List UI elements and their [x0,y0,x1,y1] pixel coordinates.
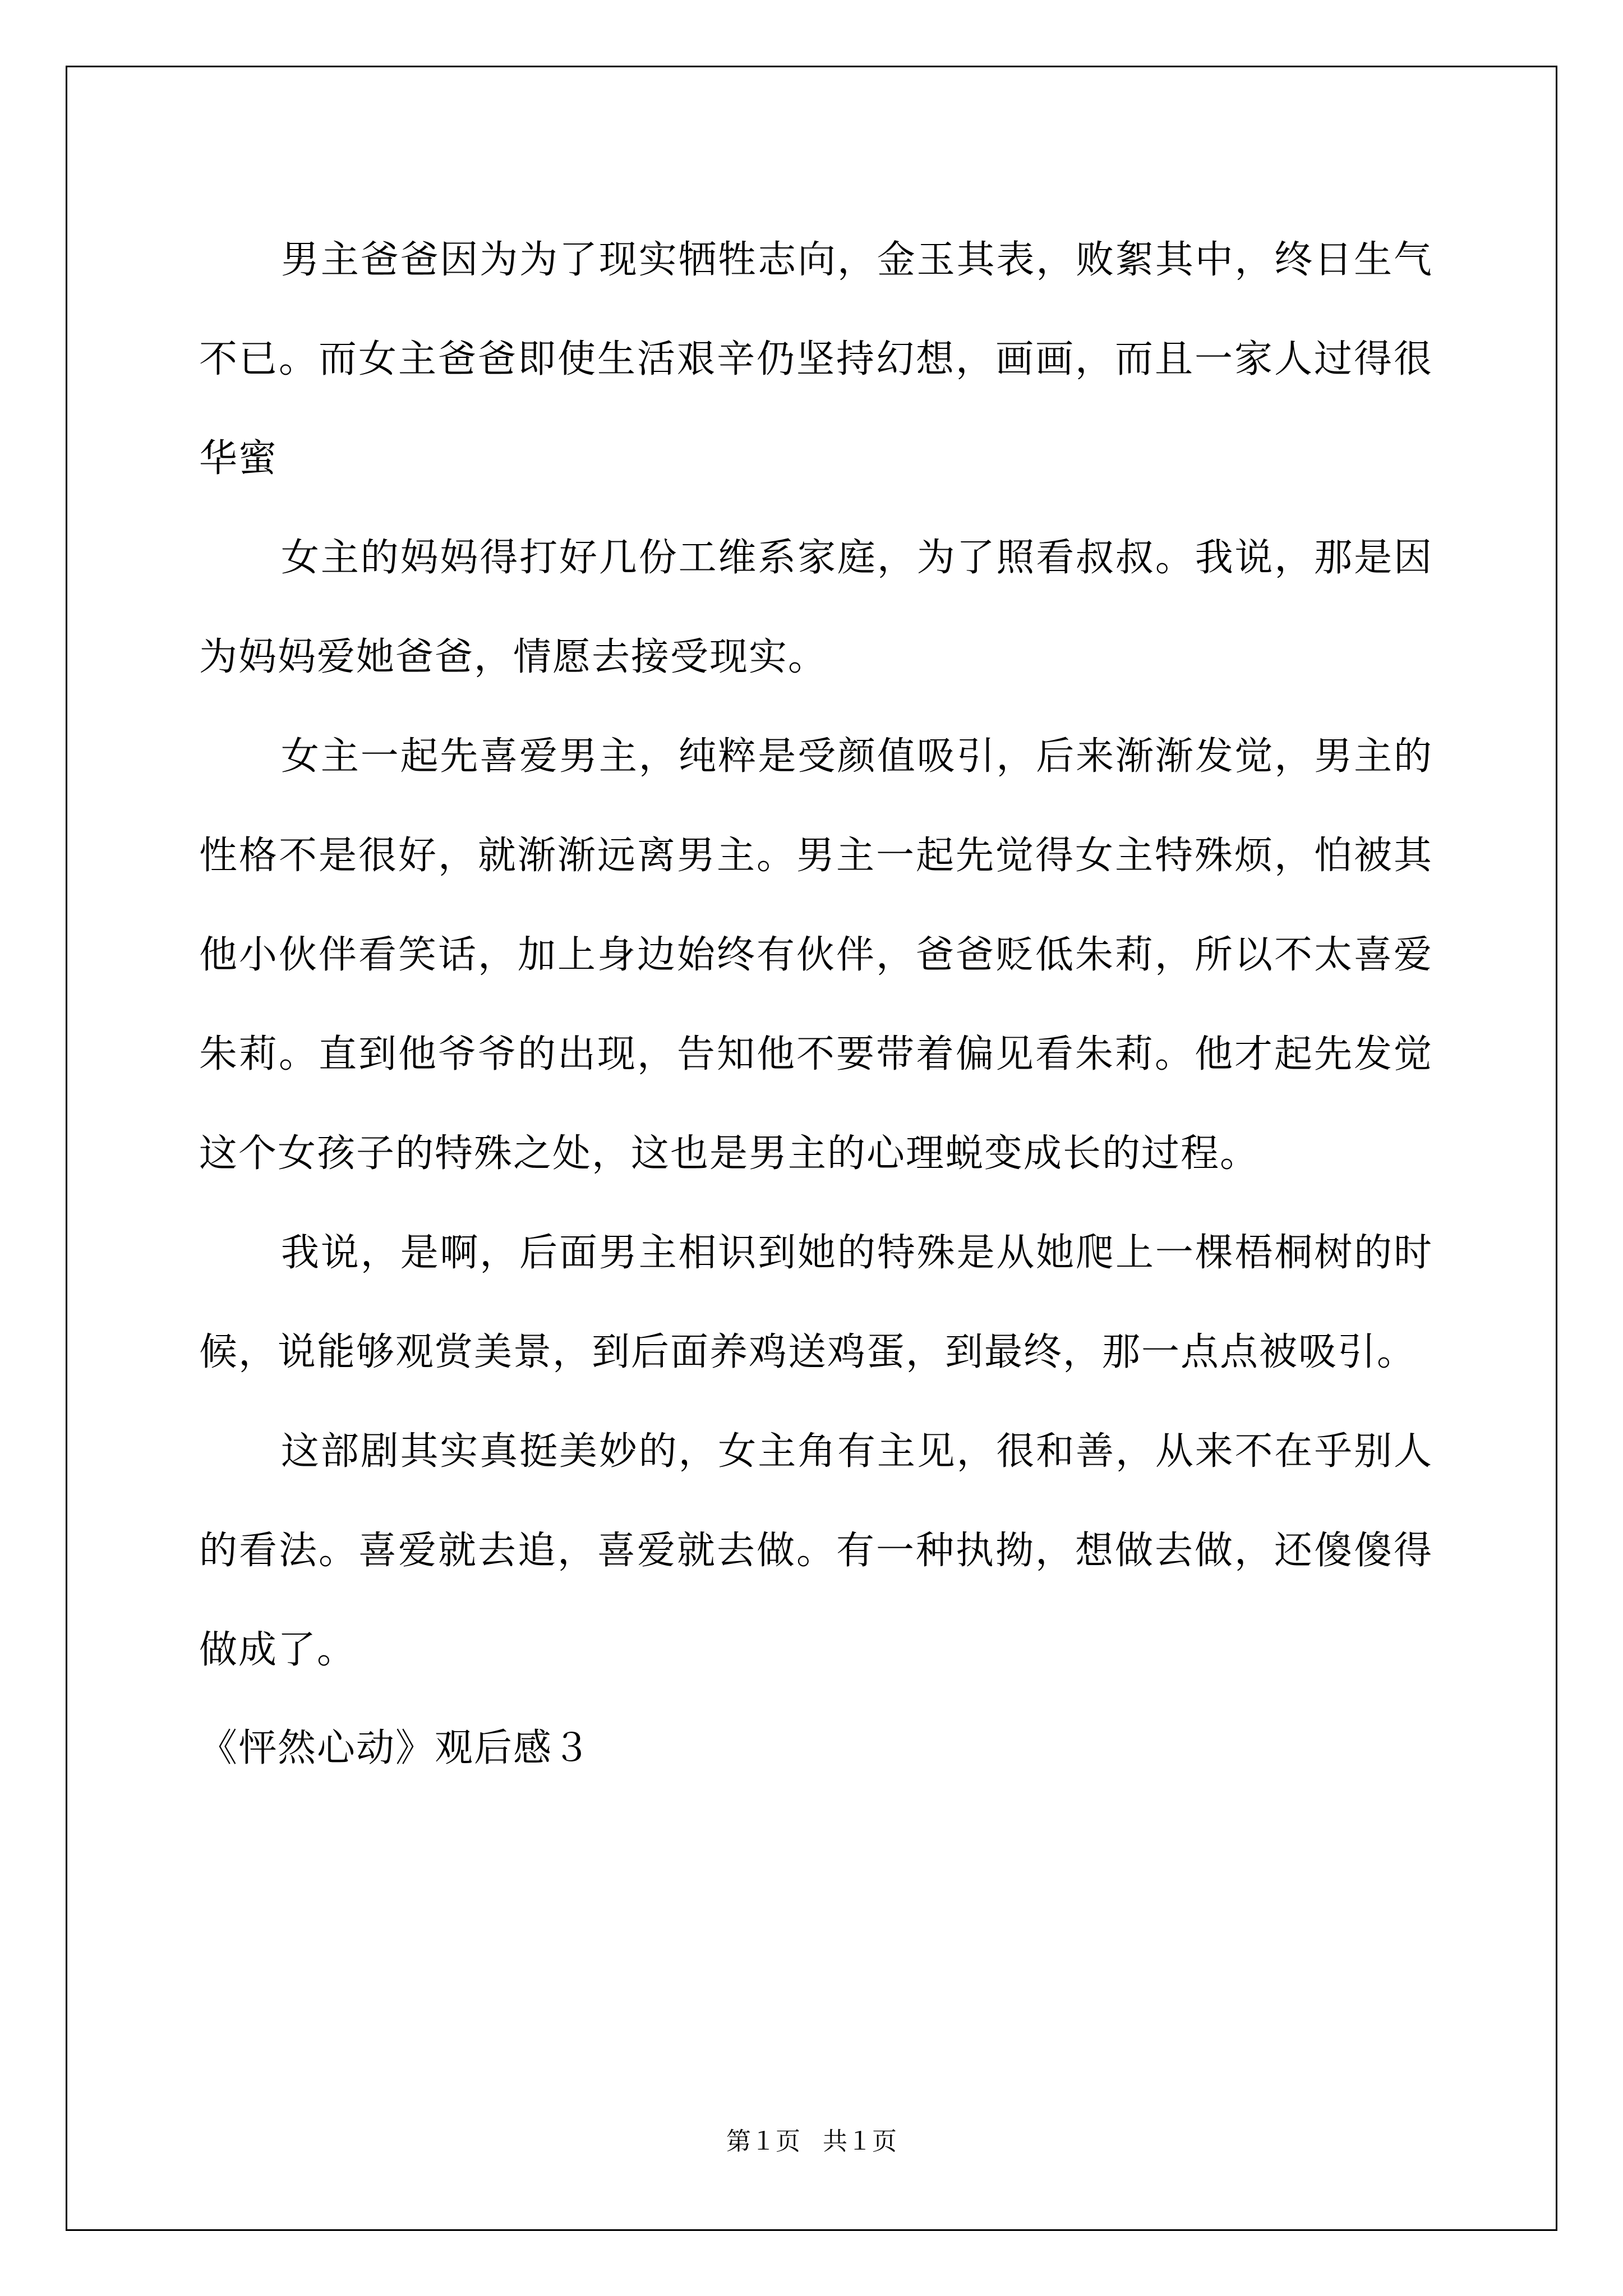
page-footer [0,2125,1623,2159]
paragraph-2: 女主的妈妈得打好几份工维系家庭，为了照看叔叔。我说，那是因为妈妈爱她爸爸，情愿去接受现实。 [199,536,1433,679]
page-total: 共１页 [823,2127,897,2156]
page-number: 第１页 [726,2127,800,2156]
paragraph-4: 我说，是啊，后面男主相识到她的特殊是从她爬上一棵梧桐树的时候，说能够观赏美景，到后面养鸡送鸡蛋，到最终，那一点点被吸引。 [199,1231,1433,1374]
section-heading: 《怦然心动》观后感３ [199,1726,592,1770]
paragraph-5: 这部剧其实真挺美妙的，女主角有主见，很和善，从来不在乎别人的看法。喜爱就去追，喜爱就去做。有一种执拗，想做去做，还傻傻得做成了。 [199,1429,1433,1672]
document-body [199,210,1433,1791]
paragraph-3: 女主一起先喜爱男主，纯粹是受颜值吸引，后来渐渐发觉，男主的性格不是很好，就渐渐远离男主。男主一起先觉得女主特殊烦，怕被其他小伙伴看笑话，加上身边始终有伙伴，爸爸贬低朱莉，所以不太喜爱朱莉。直到他爷爷的出现，告知他不要带着偏见看朱莉。他才起先发觉这个女孩子的特殊之处，这也是男主的心理蜕变成长的过程。 [199,734,1433,1176]
paragraph-1: 男主爸爸因为为了现实牺牲志向，金玉其表，败絮其中，终日生气不已。而女主爸爸即使生活艰辛仍坚持幻想，画画，而且一家人过得很华蜜 [199,238,1433,481]
